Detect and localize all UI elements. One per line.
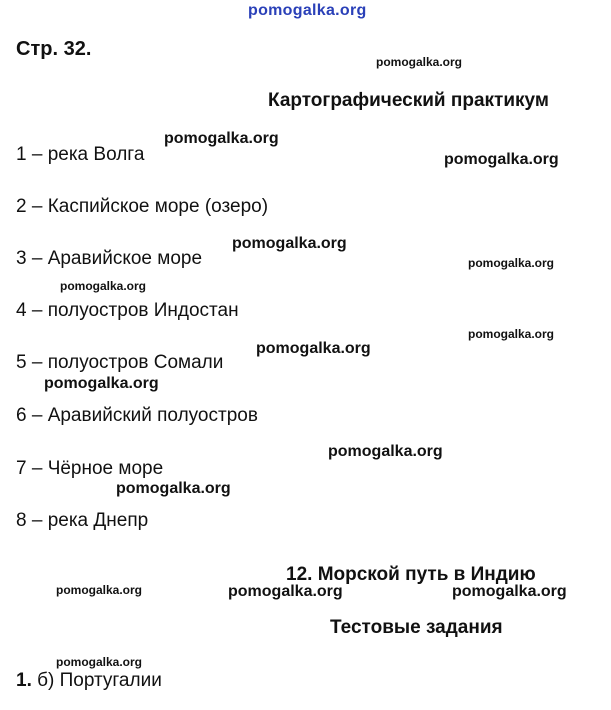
list-item-1: 1 – река Волга <box>16 144 145 165</box>
answer-number: 1. <box>16 670 32 691</box>
answer-1 <box>16 670 162 692</box>
watermark: pomogalka.org <box>328 443 443 460</box>
watermark: pomogalka.org <box>56 583 143 597</box>
list-item-7: 7 – Чёрное море <box>16 458 164 479</box>
answer-text: б) Португалии <box>31 670 162 691</box>
watermark: pomogalka.org <box>44 375 159 392</box>
list-item-6: 6 – Аравийский полуостров <box>16 405 258 426</box>
watermark: pomogalka.org <box>256 340 371 357</box>
watermark: pomogalka.org <box>56 655 143 669</box>
watermark: pomogalka.org <box>376 55 463 69</box>
watermark: pomogalka.org <box>164 130 279 147</box>
section-title-sea-route: 12. Морской путь в Индию <box>286 564 536 585</box>
list-item-3: 3 – Аравийское море <box>16 248 203 269</box>
watermark: pomogalka.org <box>60 279 147 293</box>
list-item-2: 2 – Каспийское море (озеро) <box>16 196 269 217</box>
list-item-4: 4 – полуостров Индостан <box>16 300 239 321</box>
watermark: pomogalka.org <box>468 256 555 270</box>
page-label: Стр. 32. <box>16 38 92 60</box>
watermark: pomogalka.org <box>116 480 231 497</box>
watermark: pomogalka.org <box>468 327 555 341</box>
list-item-5: 5 – полуостров Сомали <box>16 352 224 373</box>
watermark: pomogalka.org <box>452 583 567 600</box>
watermark: pomogalka.org <box>444 151 559 168</box>
watermark: pomogalka.org <box>232 235 347 252</box>
watermark: pomogalka.org <box>228 583 343 600</box>
section-title-cartography: Картографический практикум <box>268 90 549 111</box>
list-item-8: 8 – река Днепр <box>16 510 149 531</box>
watermark-top: pomogalka.org <box>248 2 367 19</box>
section-title-tests: Тестовые задания <box>330 617 503 638</box>
